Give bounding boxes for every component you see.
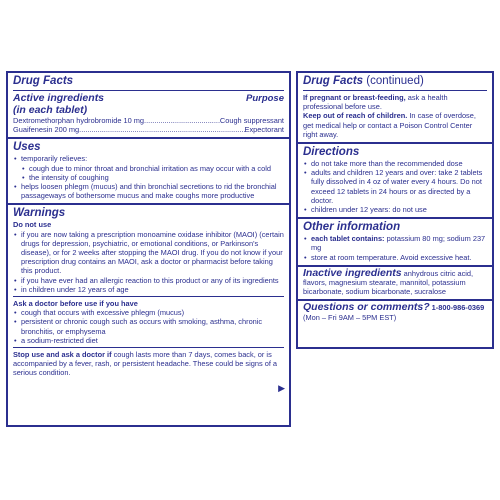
pregnancy-warning: If pregnant or breast-feeding, ask a health professional before use. xyxy=(303,93,448,112)
inactive-ingredients-heading: Inactive ingredients xyxy=(303,266,402,279)
drug-facts-title: Drug Facts xyxy=(13,75,74,87)
questions-heading: Questions or comments? xyxy=(303,301,430,314)
phone-hours: (Mon – Fri 9AM – 5PM EST) xyxy=(303,312,397,322)
active-ingredients-section xyxy=(8,73,289,139)
list-item: • adults and children 12 years and over: take 2 tablets fully dissolved in 4 oz of water every 4 hours. Do not exceed 12 tablets in 24 hours or as directed by a doctor. xyxy=(303,168,487,205)
drug-facts-continued-title: Drug Facts (continued) xyxy=(303,75,424,87)
directions-heading: Directions xyxy=(303,146,360,159)
active-ingredients-heading: Active ingredients xyxy=(13,92,105,104)
list-item: • if you have ever had an allergic reaction to this product or any of its ingredients xyxy=(13,276,284,285)
list-item: • children under 12 years: do not use xyxy=(303,205,487,214)
list-item: • a sodium-restricted diet xyxy=(13,336,284,345)
other-information-heading: Other information xyxy=(303,221,401,234)
do-not-use-heading: Do not use xyxy=(13,220,52,230)
list-item: • helps loosen phlegm (mucus) and thin bronchial secretions to rid the bronchial passageways of bothersome mucus and make coughs more productive xyxy=(13,182,284,200)
drug-facts-continued-panel xyxy=(296,71,494,349)
list-item: • store at room temperature. Avoid excessive heat. xyxy=(303,253,487,262)
keep-out-of-reach: Keep out of reach of children. In case of overdose, get medical help or contact a Poison Control Center right away. xyxy=(303,111,476,139)
ask-doctor-heading: Ask a doctor before use if you have xyxy=(13,299,138,309)
warnings-heading: Warnings xyxy=(13,207,66,220)
continue-arrow-icon: ▶ xyxy=(278,383,285,394)
warnings-section xyxy=(8,205,289,396)
ingredient-row: Guaifenesin 200 mg ..... Expectorant xyxy=(13,125,284,134)
stop-use-text: Stop use and ask a doctor if cough lasts more than 7 days, comes back, or is accompanied by a fever, rash, or persistent headache. These could be signs of a serious condition. xyxy=(13,350,278,378)
list-item: • each tablet contains: potassium 80 mg; sodium 237 mg xyxy=(303,234,487,252)
directions-section xyxy=(298,144,492,219)
pregnancy-section xyxy=(298,73,492,144)
purpose-heading: Purpose xyxy=(245,93,284,104)
inactive-ingredients-text: anhydrous citric acid, flavors, magnesium stearate, mannitol, potassium bicarbonate, sodium bicarbonate, sucralose xyxy=(303,268,474,297)
uses-section xyxy=(8,139,289,205)
uses-heading: Uses xyxy=(13,141,41,154)
list-item: • cough that occurs with excessive phlegm (mucus) xyxy=(13,308,284,317)
list-item: • persistent or chronic cough such as occurs with smoking, asthma, chronic bronchitis, or emphysema xyxy=(13,317,284,335)
other-information-section xyxy=(298,219,492,267)
phone-number: 1-800-986-0369 xyxy=(429,303,485,313)
list-item: • if you are now taking a prescription monoamine oxidase inhibitor (MAOI) (certain drugs for depression, psychiatric, or emotional conditions, or Parkinson's disease), or for 2 weeks after stopping the MAOI drug. If you do not know if your prescription drug contains an MAOI, ask a doctor or pharmacist before taking this product. xyxy=(13,230,284,276)
questions-section xyxy=(298,301,492,324)
drug-facts-panel xyxy=(6,71,291,427)
list-item: • in children under 12 years of age xyxy=(13,285,284,294)
list-item: • cough due to minor throat and bronchial irritation as may occur with a cold xyxy=(13,164,284,173)
inactive-ingredients-section xyxy=(298,267,492,302)
ingredient-row: Dextromethorphan hydrobromide 10 mg ..... Cough suppressant xyxy=(13,116,284,125)
active-ingredients-subheading: (in each tablet) xyxy=(13,103,88,116)
list-item: • temporarily relieves: xyxy=(13,154,284,163)
list-item: • do not take more than the recommended dose xyxy=(303,159,487,168)
list-item: • the intensity of coughing xyxy=(13,173,284,182)
